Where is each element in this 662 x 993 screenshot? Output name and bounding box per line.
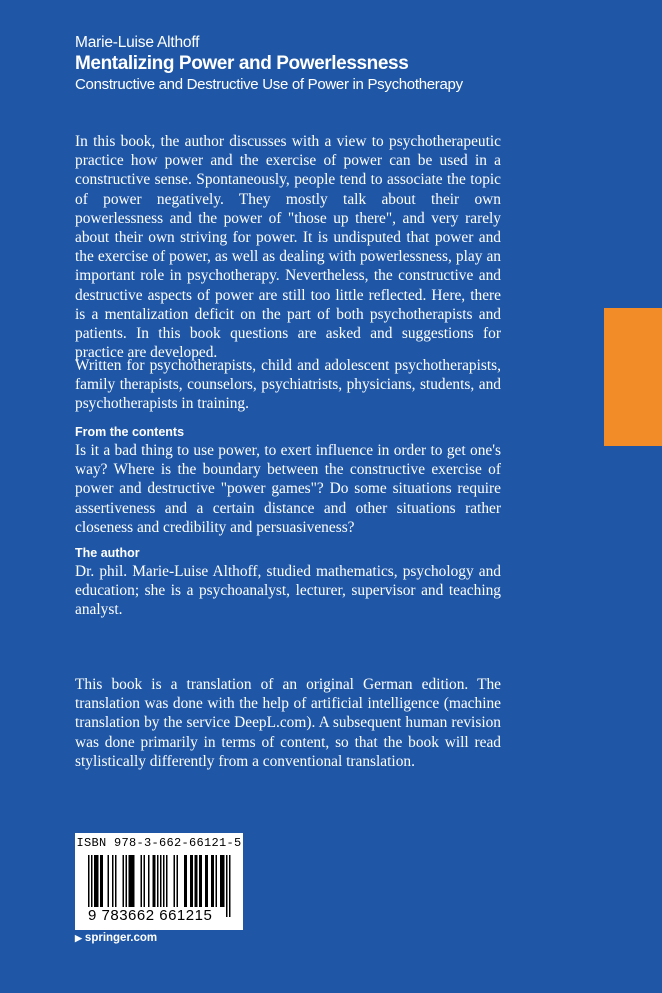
orange-tab — [604, 308, 662, 446]
barcode-bar — [216, 855, 218, 907]
barcode-bar — [123, 855, 125, 907]
author-heading: The author — [75, 546, 140, 560]
barcode-bar — [154, 855, 156, 907]
barcode-bar — [195, 855, 197, 907]
barcode-bar — [199, 855, 201, 907]
barcode-bar — [177, 855, 179, 907]
barcode-bar — [192, 855, 194, 907]
barcode-bar — [102, 855, 104, 907]
barcode-bar — [186, 855, 188, 907]
barcode-bar — [153, 855, 155, 907]
barcode-bar — [220, 855, 222, 907]
contents-heading: From the contents — [75, 425, 185, 439]
barcode-bar — [166, 855, 168, 907]
barcode-bar — [108, 855, 110, 907]
barcode-bar — [148, 855, 150, 907]
publisher-url: springer.com — [84, 932, 158, 944]
barcode-bar — [223, 855, 225, 907]
barcode-bar — [205, 855, 207, 907]
barcode-bar — [196, 855, 198, 907]
barcode-bar — [129, 855, 131, 907]
barcode-bar — [112, 855, 114, 907]
barcode-bar — [207, 855, 209, 907]
isbn-label: ISBN 978-3-662-66121-5 — [76, 836, 242, 850]
barcode-bar — [222, 855, 224, 907]
arrow-right-icon: ▶ — [75, 933, 82, 943]
barcode-bar — [226, 855, 228, 917]
header — [75, 33, 575, 94]
barcode-bar — [133, 855, 135, 907]
barcode-bar — [132, 855, 134, 907]
publisher-link[interactable] — [75, 932, 157, 944]
barcode-bar — [126, 855, 128, 907]
book-subtitle: Constructive and Destructive Use of Power in Psychotherapy — [75, 76, 463, 93]
barcode — [75, 833, 243, 930]
barcode-bar — [94, 855, 96, 907]
barcode-bar — [100, 855, 102, 907]
intro-paragraph: In this book, the author discusses with a view to psychotherapeutic practice how power and the exercise of power can be used in a constructive sense. Spontaneously, people tend to associate the topic of power negatively. They mostly talk about their own powerlessness and the power of "those up there", and very rarely about their own striving for power. It is undisputed that power and the exercise of power, as well as dealing with powerlessness, play an important role in psychotherapy. Nevertheless, the constructive and destructive aspects of power are still too little reflected. Here, there is a mentalization deficit on the part of both psychotherapists and patients. In this book questions are asked and suggestions for practice are developed. — [75, 133, 501, 362]
barcode-bar — [163, 855, 165, 907]
barcode-bar — [130, 855, 132, 907]
barcode-bar — [144, 855, 146, 907]
barcode-digits: 9 783662 661215 — [88, 907, 213, 924]
barcode-bar — [211, 855, 213, 907]
barcode-bar — [184, 855, 186, 907]
barcode-bar — [190, 855, 192, 907]
contents-paragraph: Is it a bad thing to use power, to exert influence in order to get one's way? Where is the boundary between the constructive exercise of power and destructive "power games"? Do some situations require assertiveness and a certain distance and other situations rather closeness and credibility and persuasiveness? — [75, 442, 501, 536]
translation-note: This book is a translation of an original German edition. The translation was done with the help of artificial intelligence (machine translation by the service DeepL.com). A subsequent human revision was done primarily in terms of content, so that the book will read stylistically differently from a conventional translation. — [75, 676, 501, 770]
barcode-bar — [174, 855, 176, 907]
barcode-bar — [213, 855, 215, 907]
barcode-bar — [115, 855, 117, 907]
book-title: Mentalizing Power and Powerlessness — [75, 53, 409, 74]
barcode-bar — [229, 855, 231, 917]
audience-paragraph: Written for psychotherapists, child and adolescent psychotherapists, family therapists, counselors, psychiatrists, physicians, students, and psychotherapists in training. — [75, 357, 501, 413]
barcode-bar — [97, 855, 99, 907]
barcode-bar — [141, 855, 143, 907]
barcode-bar — [201, 855, 203, 907]
author-paragraph: Dr. phil. Marie-Luise Althoff, studied mathematics, psychology and education; she is a psychoanalyst, lecturer, supervisor and teaching analyst. — [75, 563, 501, 619]
barcode-bar — [96, 855, 98, 907]
author-name: Marie-Luise Althoff — [75, 34, 200, 51]
